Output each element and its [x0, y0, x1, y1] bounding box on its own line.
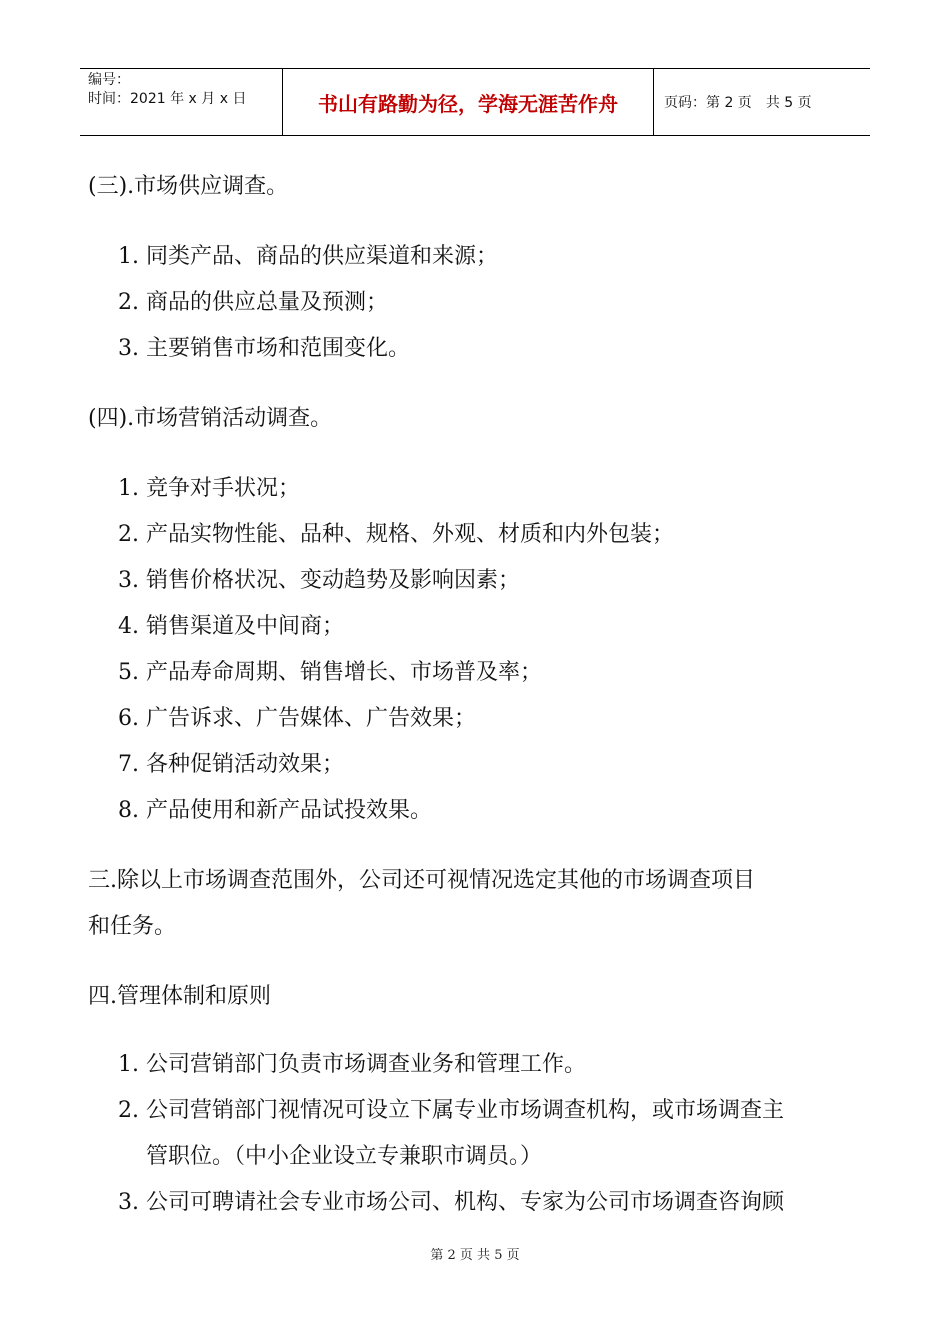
list-item: 3. 主要销售市场和范围变化。 [118, 336, 410, 361]
page-footer: 第 2 页 共 5 页 [430, 1248, 520, 1263]
list-item: 1. 公司营销部门负责市场调查业务和管理工作。 [118, 1052, 586, 1077]
list-item: 2. 产品实物性能、品种、规格、外观、材质和内外包装； [118, 522, 674, 547]
list-item: 1. 竞争对手状况； [118, 476, 300, 501]
header-total-label: 共 5 页 [765, 95, 812, 111]
header-motto: 书山有路勤为径，学海无涯苦作舟 [283, 69, 654, 135]
page-header [80, 68, 870, 136]
list-item: 1. 同类产品、商品的供应渠道和来源； [118, 244, 498, 269]
list-item: 2. 公司营销部门视情况可设立下属专业市场调查机构，或市场调查主 [118, 1098, 784, 1123]
header-page-info [654, 69, 870, 135]
list-item-continuation: 管职位。（中小企业设立专兼职市调员。） [146, 1144, 543, 1169]
list-item: 2. 商品的供应总量及预测； [118, 290, 388, 315]
header-time-label: 时间：2021 年 x 月 x 日 [88, 91, 247, 107]
header-meta [80, 69, 283, 135]
list-item: 3. 销售价格状况、变动趋势及影响因素； [118, 568, 520, 593]
part-3-paragraph-line: 和任务。 [88, 914, 177, 939]
header-number-label: 编号： [88, 72, 130, 88]
header-page-label: 页码：第 2 页 [664, 95, 752, 111]
part-3-paragraph-line: 三.除以上市场调查范围外，公司还可视情况选定其他的市场调查项目 [88, 868, 755, 893]
list-item: 6. 广告诉求、广告媒体、广告效果； [118, 706, 476, 731]
list-item: 3. 公司可聘请社会专业市场公司、机构、专家为公司市场调查咨询顾 [118, 1190, 784, 1215]
section-4-title: (四).市场营销活动调查。 [88, 406, 333, 431]
list-item: 4. 销售渠道及中间商； [118, 614, 344, 639]
document-body [88, 164, 888, 1226]
section-3-title: (三).市场供应调查。 [88, 174, 289, 199]
list-item: 7. 各种促销活动效果； [118, 752, 344, 777]
part-4-title: 四.管理体制和原则 [88, 984, 271, 1009]
list-item: 8. 产品使用和新产品试投效果。 [118, 798, 432, 823]
list-item: 5. 产品寿命周期、销售增长、市场普及率； [118, 660, 542, 685]
